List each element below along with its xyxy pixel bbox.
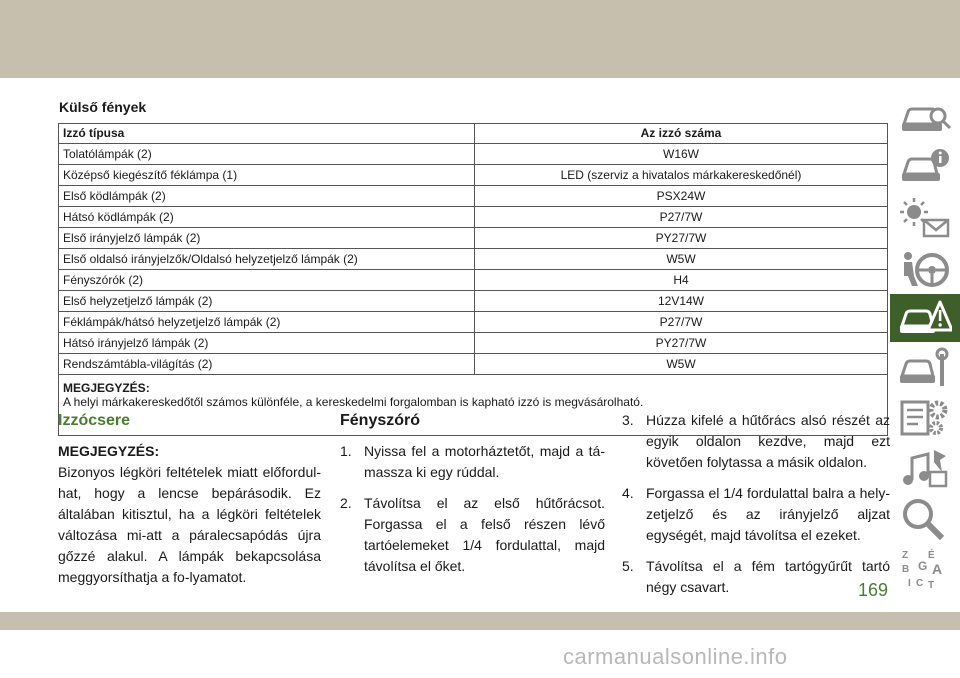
airbag-steering-icon (898, 246, 952, 290)
bulb-table (58, 123, 888, 436)
svg-text:B: B (902, 564, 910, 575)
headlamp-steps (340, 441, 605, 577)
tab-car-hazard[interactable] (890, 294, 960, 342)
right-column (622, 410, 890, 608)
car-wrench-icon (898, 346, 952, 390)
headlamp-heading: Fényszóró (340, 412, 421, 429)
bulb-type-cell: Első ködlámpák (2) (59, 186, 475, 207)
step-text: Távolítsa el a fém tartógyűrűt tartó négy csavart. (646, 558, 890, 595)
bulb-type-cell: Első helyzetjelző lámpák (2) (59, 291, 475, 312)
step-number: 4. (622, 485, 634, 501)
bulb-number-cell: P27/7W (475, 312, 888, 333)
svg-text:G: G (918, 559, 928, 573)
bulb-number-cell: W5W (475, 354, 888, 375)
step-number: 1. (340, 443, 352, 459)
car-hazard-icon (898, 296, 952, 340)
car-search-icon (898, 96, 952, 140)
headlamp-steps-continued (622, 410, 890, 598)
table-row (59, 354, 888, 375)
left-column (58, 410, 321, 588)
tab-warning-lights[interactable] (890, 194, 960, 242)
list-item (622, 556, 890, 598)
left-note-title: MEGJEGYZÉS: (58, 443, 160, 459)
bulb-number-cell: H4 (475, 270, 888, 291)
bulb-number-cell: PSX24W (475, 186, 888, 207)
bulb-type-cell: Tolatólámpák (2) (59, 144, 475, 165)
table-row (59, 291, 888, 312)
header-bulb-type: Izzó típusa (59, 124, 475, 144)
table-row (59, 270, 888, 291)
tab-car-info[interactable] (890, 144, 960, 192)
magnifier-icon (898, 496, 952, 540)
bulb-number-cell: LED (szerviz a hivatalos márkakereskedőnél) (475, 165, 888, 186)
svg-text:T: T (928, 580, 935, 590)
table-row (59, 207, 888, 228)
svg-text:A: A (932, 561, 943, 577)
svg-text:C: C (916, 578, 924, 589)
list-item (622, 483, 890, 546)
watermark: carmanualsonline.info (563, 644, 788, 669)
middle-column (340, 410, 605, 587)
bulb-number-cell: W5W (475, 249, 888, 270)
music-nav-icon (898, 446, 952, 490)
bulb-number-cell: W16W (475, 144, 888, 165)
svg-text:Z: Z (902, 550, 909, 561)
bulb-type-cell: Hátsó irányjelző lámpák (2) (59, 333, 475, 354)
bulb-type-cell: Rendszámtábla-világítás (2) (59, 354, 475, 375)
bulb-number-cell: PY27/7W (475, 228, 888, 249)
list-item (340, 493, 605, 577)
step-text: Nyissa fel a motorháztetőt, majd a tá-massza ki egy rúddal. (364, 443, 605, 480)
table-row (59, 312, 888, 333)
bulb-type-cell: Féklámpák/hátsó helyzetjelző lámpák (2) (59, 312, 475, 333)
list-gear-icon (898, 396, 952, 440)
bulb-type-cell: Első oldalsó irányjelzők/Oldalsó helyzetjelző lámpák (2) (59, 249, 475, 270)
top-band (0, 0, 960, 78)
table-note-text: A helyi márkakereskedőtől számos különféle, a kereskedelmi forgalomban is kapható izzó is megvásárolható. (63, 395, 644, 409)
step-number: 2. (340, 495, 352, 511)
tab-multimedia[interactable] (890, 444, 960, 492)
svg-text:É: É (928, 550, 935, 561)
list-item (622, 410, 890, 473)
table-header-row (59, 124, 888, 144)
bulb-replacement-heading: Izzócsere (58, 412, 131, 429)
warning-lights-mail-icon (898, 196, 952, 240)
svg-text:I: I (908, 578, 911, 589)
table-row (59, 186, 888, 207)
tab-index-search[interactable] (890, 494, 960, 542)
bottom-band (0, 612, 960, 630)
list-item (340, 441, 605, 483)
alphabet-index-icon (898, 546, 952, 590)
bulb-number-cell: PY27/7W (475, 333, 888, 354)
section-title: Külső fények (59, 99, 147, 115)
car-info-icon (898, 146, 952, 190)
step-text: Húzza kifelé a hűtőrács alsó részét az egyik oldalon kezdve, majd ezt követően folytassa a másik oldalon. (646, 412, 890, 470)
tab-car-maintenance[interactable] (890, 344, 960, 392)
bulb-type-cell: Első irányjelző lámpák (2) (59, 228, 475, 249)
step-text: Forgassa el 1/4 fordulattal balra a hely-zetjelző és az irányjelző aljzat egységét, majd távolítsa el ezeket. (646, 485, 890, 543)
header-bulb-number: Az izzó száma (475, 124, 888, 144)
table-row (59, 144, 888, 165)
step-number: 5. (622, 558, 634, 574)
bulb-number-cell: P27/7W (475, 207, 888, 228)
tab-airbag[interactable] (890, 244, 960, 292)
table-note-title: MEGJEGYZÉS: (63, 381, 150, 395)
step-number: 3. (622, 412, 634, 428)
table-row (59, 249, 888, 270)
table-row (59, 333, 888, 354)
tab-specifications[interactable] (890, 394, 960, 442)
bulb-type-cell: Középső kiegészítő féklámpa (1) (59, 165, 475, 186)
left-note-text: Bizonyos légköri feltételek miatt előfordul-hat, hogy a lencse bepárásodik. Ez általában kitisztul, ha a légköri feltételek változása mi-att a páralecsapódás újra gőzzé alakul. A lámpák bekapcsolása meggyorsíthatja a fo-lyamatot. (58, 464, 321, 585)
bulb-type-cell: Fényszórók (2) (59, 270, 475, 291)
table-row (59, 165, 888, 186)
step-text: Távolítsa el az első hűtőrácsot. Forgassa el a felső részen lévő tartóelemeket 1/4 fordulattal, majd távolítsa el őket. (364, 495, 605, 574)
bulb-number-cell: 12V14W (475, 291, 888, 312)
page-number: 169 (858, 580, 889, 600)
table-row (59, 228, 888, 249)
bulb-type-cell: Hátsó ködlámpák (2) (59, 207, 475, 228)
tab-car-search[interactable] (890, 94, 960, 142)
tab-alphabetical-index[interactable] (890, 544, 960, 592)
